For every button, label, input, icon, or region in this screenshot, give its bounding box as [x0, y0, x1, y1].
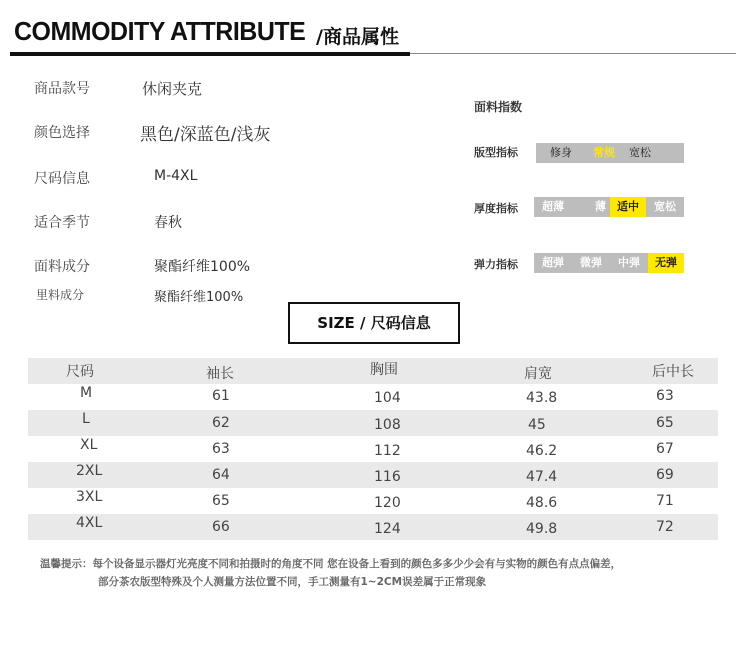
cell-back-length: 63 — [656, 388, 674, 404]
thickness-option-ultra-thin: 超薄 — [542, 200, 564, 213]
cell-chest: 108 — [374, 417, 401, 433]
cell-size: M — [80, 385, 93, 401]
elasticity-index-label: 弹力指标 — [474, 258, 518, 271]
table-header-row — [28, 358, 718, 384]
attr-value-season: 春秋 — [154, 215, 182, 231]
cell-chest: 112 — [374, 443, 401, 459]
cell-sleeve: 62 — [212, 415, 230, 431]
table-row — [28, 462, 718, 488]
elasticity-option-none: 无弹 — [648, 253, 684, 273]
fit-option-slim: 修身 — [550, 146, 572, 159]
cell-chest: 104 — [374, 390, 401, 406]
cell-sleeve: 66 — [212, 519, 230, 535]
attr-label-fabric: 面料成分 — [34, 259, 90, 275]
attr-label-size: 尺码信息 — [34, 171, 90, 187]
table-row — [28, 514, 718, 540]
cell-shoulder: 46.2 — [526, 443, 558, 459]
cell-shoulder: 48.6 — [526, 495, 558, 511]
attr-label-style-no: 商品款号 — [34, 81, 90, 97]
cell-size: XL — [80, 437, 98, 453]
elasticity-option-slight: 微弹 — [580, 256, 602, 269]
cell-size: L — [82, 411, 90, 427]
thickness-option-thin: 薄 — [595, 200, 606, 213]
header-sleeve: 袖长 — [206, 366, 234, 382]
note-line-1: 温馨提示：每个设备显示器灯光亮度不同和拍摄时的角度不同 您在设备上看到的颜色多多少少会有与实物的颜色有点点偏差， — [40, 558, 622, 570]
cell-back-length: 72 — [656, 519, 674, 535]
cell-shoulder: 49.8 — [526, 521, 558, 537]
cell-sleeve: 63 — [212, 441, 230, 457]
header-back-length: 后中长 — [652, 364, 694, 380]
cell-chest: 120 — [374, 495, 401, 511]
fabric-index-title: 面料指数 — [474, 100, 523, 114]
cell-chest: 116 — [374, 469, 401, 485]
attr-value-fabric: 聚酯纤维100% — [154, 259, 251, 275]
attr-value-size: M-4XL — [154, 168, 198, 184]
header-divider — [410, 53, 736, 54]
fit-option-regular: 常规 — [586, 143, 622, 163]
header-title-cn: /商品属性 — [316, 26, 399, 48]
thickness-index-label: 厚度指标 — [474, 202, 518, 215]
cell-back-length: 69 — [656, 467, 674, 483]
attr-label-color: 颜色选择 — [34, 125, 90, 141]
thickness-option-loose: 宽松 — [654, 200, 676, 213]
cell-back-length: 65 — [656, 415, 674, 431]
attr-label-season: 适合季节 — [34, 215, 90, 231]
elasticity-option-super: 超弹 — [542, 256, 564, 269]
cell-sleeve: 61 — [212, 388, 230, 404]
cell-back-length: 71 — [656, 493, 674, 509]
header-shoulder: 肩宽 — [524, 366, 552, 382]
attr-value-style-no: 休闲夹克 — [142, 80, 203, 98]
header-size: 尺码 — [66, 364, 94, 380]
table-row — [28, 488, 718, 514]
header-title-en: COMMODITY ATTRIBUTE — [14, 16, 306, 46]
cell-shoulder: 43.8 — [526, 390, 558, 406]
elasticity-option-medium: 中弹 — [618, 256, 640, 269]
table-row — [28, 410, 718, 436]
size-table — [28, 358, 718, 540]
fit-option-loose: 宽松 — [629, 146, 651, 159]
cell-sleeve: 64 — [212, 467, 230, 483]
size-section-title: SIZE / 尺码信息 — [288, 302, 460, 344]
header-chest: 胸围 — [370, 362, 398, 378]
cell-chest: 124 — [374, 521, 401, 537]
cell-size: 3XL — [76, 489, 103, 505]
cell-sleeve: 65 — [212, 493, 230, 509]
fit-index-bar — [536, 143, 684, 163]
elasticity-index-bar — [534, 253, 684, 273]
cell-shoulder: 45 — [528, 417, 546, 433]
table-row — [28, 436, 718, 462]
cell-shoulder: 47.4 — [526, 469, 558, 485]
attr-value-lining: 聚酯纤维100% — [154, 290, 244, 305]
thickness-option-medium: 适中 — [610, 197, 646, 217]
fit-index-label: 版型指标 — [474, 146, 518, 159]
thickness-index-bar — [534, 197, 684, 217]
cell-size: 4XL — [76, 515, 103, 531]
header-underline — [10, 52, 410, 56]
cell-size: 2XL — [76, 463, 103, 479]
attr-label-lining: 里料成分 — [36, 288, 85, 302]
cell-back-length: 67 — [656, 441, 674, 457]
attr-value-color: 黑色/深蓝色/浅灰 — [140, 125, 271, 145]
table-row — [28, 384, 718, 410]
note-line-2: 部分茶农版型特殊及个人测量方法位置不同，手工测量有1~2CM误差属于正常现象 — [98, 576, 487, 588]
